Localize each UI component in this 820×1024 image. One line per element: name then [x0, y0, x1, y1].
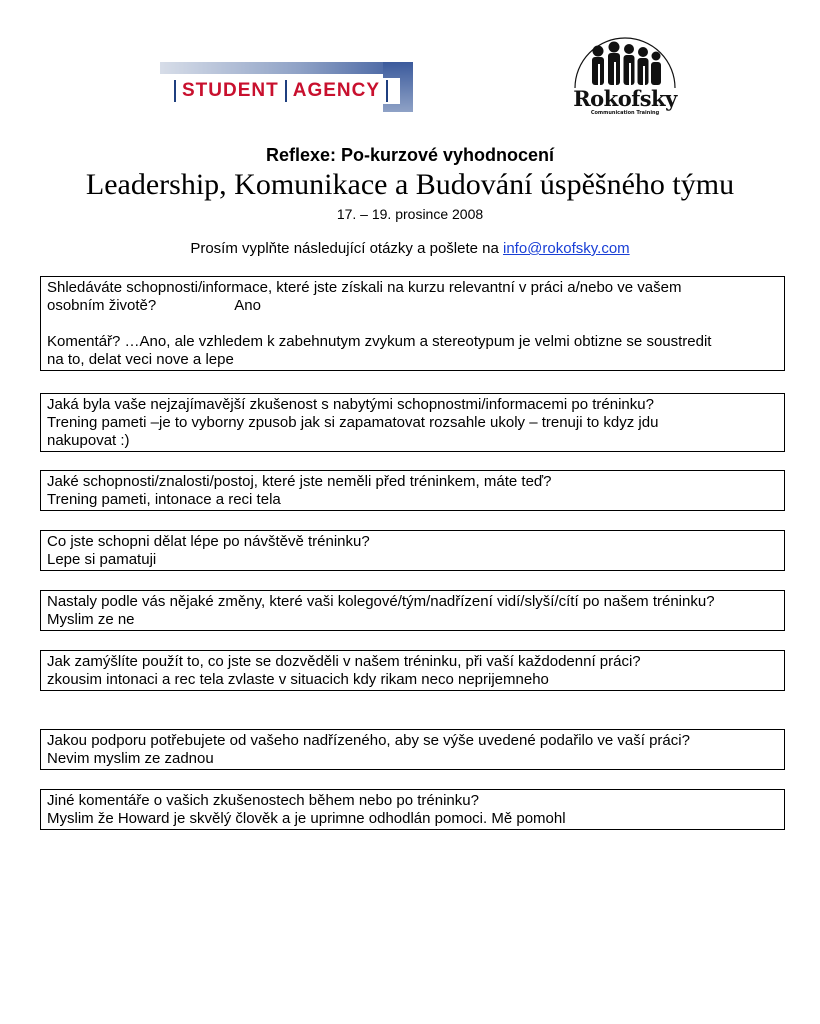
instructions-text: Prosím vyplňte následující otázky a pošlete na [190, 240, 503, 257]
question-text: Shledáváte schopnosti/informace, které jste získali na kurzu relevantní v práci a/nebo ve vašem [47, 279, 682, 296]
question-text: Jaké schopnosti/znalosti/postoj, které jste neměli před tréninkem, máte teď? [47, 473, 552, 490]
question-box-7 [40, 729, 785, 770]
answer-text: zkousim intonaci a rec tela zvlaste v situacich kdy rikam neco neprijemneho [47, 671, 549, 688]
logo-tagline: Communication Training [590, 110, 660, 116]
question-box-4 [40, 530, 785, 571]
answer-text: Trening pameti, intonace a reci tela [47, 491, 281, 508]
logo-word-student: STUDENT [182, 80, 279, 101]
course-dates: 17. – 19. prosince 2008 [336, 206, 484, 222]
answer-text: Trening pameti –je to vyborny zpusob jak si zapamatovat rozsahle ukoly – trenuji to kdyz jdu [47, 414, 659, 431]
logo-text [168, 78, 400, 104]
instructions [0, 240, 820, 257]
student-agency-logo [160, 62, 413, 112]
logo-bar [160, 62, 413, 74]
question-box-1 [40, 276, 785, 371]
question-text: Jak zamýšlíte použít to, co jste se dozvěděli v našem tréninku, při vaší každodenní práci? [47, 653, 641, 670]
comment-text: na to, delat veci nove a lepe [47, 351, 234, 368]
people-icon [572, 34, 678, 90]
rokofsky-logo [572, 34, 678, 120]
question-text: Jiné komentáře o vašich zkušenostech během nebo po tréninku? [47, 792, 479, 809]
question-box-6 [40, 650, 785, 691]
question-box-2 [40, 393, 785, 452]
answer-text: Lepe si pamatuji [47, 551, 157, 568]
answer-text: Nevim myslim ze zadnou [47, 750, 214, 767]
question-box-3 [40, 470, 785, 511]
logo-separator [285, 80, 287, 102]
logo-separator [174, 80, 176, 102]
logo-name: Rokofsky [573, 86, 677, 111]
answer-text: Myslim ze ne [47, 611, 135, 628]
comment-text: Komentář? …Ano, ale vzhledem k zabehnutym zvykum a stereotypum je velmi obtizne se soustredit [47, 333, 712, 350]
question-box-5 [40, 590, 785, 631]
question-text: Nastaly podle vás nějaké změny, které vaši kolegové/tým/nadřízení vidí/slyší/cítí po našem tréninku? [47, 593, 715, 610]
logo-separator [386, 80, 388, 102]
question-text: osobním životě? [47, 297, 157, 314]
page-title: Reflexe: Po-kurzové vyhodnocení [265, 145, 555, 165]
course-title: Leadership, Komunikace a Budování úspěšného týmu [85, 168, 735, 201]
question-text: Co jste schopni dělat lépe po návštěvě tréninku? [47, 533, 370, 550]
logo-word-agency: AGENCY [292, 80, 381, 101]
answer-text: Ano [234, 297, 261, 314]
answer-text: Myslim že Howard je skvělý člověk a je uprimne odhodlán pomoci. Mě pomohl [47, 810, 566, 827]
question-box-8 [40, 789, 785, 830]
question-text: Jaká byla vaše nejzajímavější zkušenost s nabytými schopnostmi/informacemi po tréninku? [47, 396, 654, 413]
answer-text: nakupovat :) [47, 432, 130, 449]
question-text: Jakou podporu potřebujete od vašeho nadřízeného, aby se výše uvedené podařilo ve vaší práci? [47, 732, 690, 749]
email-link[interactable]: info@rokofsky.com [503, 240, 630, 257]
